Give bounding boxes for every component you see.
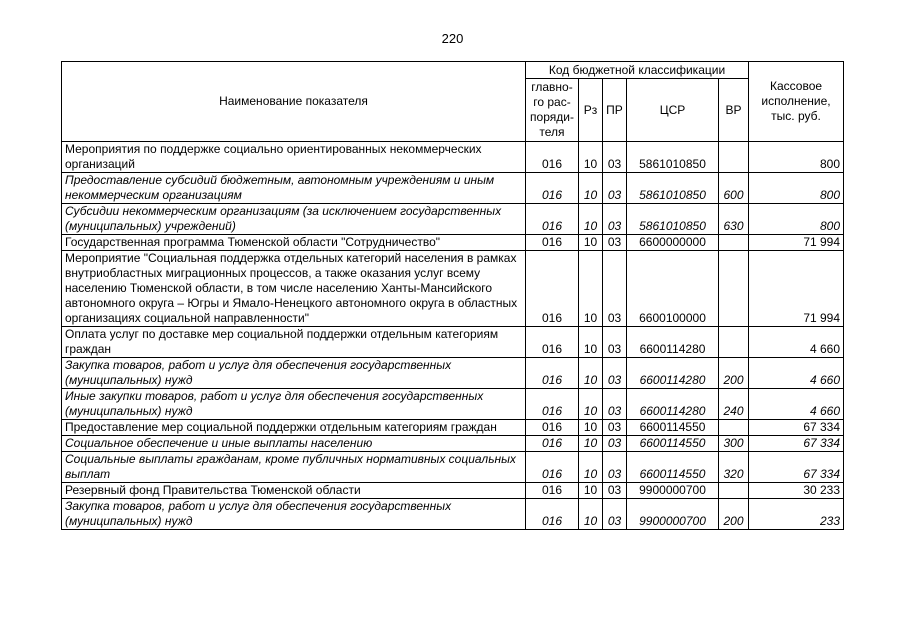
row-sum: 800 — [749, 142, 844, 173]
table-row — [62, 483, 844, 499]
header-vr: ВР — [719, 79, 749, 142]
row-main-manager: 016 — [526, 173, 579, 204]
header-csr: ЦСР — [627, 79, 719, 142]
row-name: Мероприятия по поддержке социально ориентированных некоммерческих организаций — [62, 142, 526, 173]
row-pr: 03 — [603, 436, 627, 452]
header-code-group: Код бюджетной классификации — [526, 62, 749, 79]
row-rz: 10 — [579, 327, 603, 358]
row-csr: 6600100000 — [627, 251, 719, 327]
row-sum: 4 660 — [749, 389, 844, 420]
row-pr: 03 — [603, 420, 627, 436]
row-sum: 67 334 — [749, 436, 844, 452]
row-main-manager: 016 — [526, 327, 579, 358]
row-vr — [719, 483, 749, 499]
row-csr: 6600114550 — [627, 436, 719, 452]
row-sum: 71 994 — [749, 235, 844, 251]
table-row — [62, 251, 844, 327]
row-main-manager: 016 — [526, 483, 579, 499]
table-body — [62, 142, 844, 530]
budget-table — [61, 61, 844, 530]
row-main-manager: 016 — [526, 204, 579, 235]
table-row — [62, 499, 844, 530]
row-main-manager: 016 — [526, 420, 579, 436]
row-name: Иные закупки товаров, работ и услуг для обеспечения государственных (муниципальных) нужд — [62, 389, 526, 420]
header-cash: Кассовое исполнение, тыс. руб. — [749, 62, 844, 142]
row-name: Оплата услуг по доставке мер социальной поддержки отдельным категориям граждан — [62, 327, 526, 358]
row-vr — [719, 420, 749, 436]
row-name: Государственная программа Тюменской области "Сотрудничество" — [62, 235, 526, 251]
table-header — [62, 62, 844, 142]
row-pr: 03 — [603, 173, 627, 204]
header-pr: ПР — [603, 79, 627, 142]
page-number: 220 — [441, 31, 464, 46]
row-main-manager: 016 — [526, 436, 579, 452]
row-rz: 10 — [579, 173, 603, 204]
row-sum: 71 994 — [749, 251, 844, 327]
row-rz: 10 — [579, 452, 603, 483]
header-rz: Рз — [579, 79, 603, 142]
row-pr: 03 — [603, 235, 627, 251]
table-row — [62, 358, 844, 389]
table-row — [62, 452, 844, 483]
row-rz: 10 — [579, 499, 603, 530]
row-rz: 10 — [579, 204, 603, 235]
row-name: Предоставление мер социальной поддержки отдельным категориям граждан — [62, 420, 526, 436]
row-vr: 200 — [719, 358, 749, 389]
row-vr — [719, 327, 749, 358]
row-sum: 67 334 — [749, 420, 844, 436]
row-sum: 30 233 — [749, 483, 844, 499]
row-csr: 5861010850 — [627, 173, 719, 204]
row-csr: 6600114280 — [627, 389, 719, 420]
row-pr: 03 — [603, 452, 627, 483]
row-sum: 67 334 — [749, 452, 844, 483]
row-main-manager: 016 — [526, 251, 579, 327]
row-rz: 10 — [579, 436, 603, 452]
row-vr: 300 — [719, 436, 749, 452]
row-rz: 10 — [579, 389, 603, 420]
row-pr: 03 — [603, 483, 627, 499]
row-sum: 800 — [749, 204, 844, 235]
row-pr: 03 — [603, 204, 627, 235]
row-csr: 6600114280 — [627, 358, 719, 389]
row-csr: 5861010850 — [627, 204, 719, 235]
row-vr — [719, 251, 749, 327]
row-main-manager: 016 — [526, 452, 579, 483]
row-csr: 9900000700 — [627, 499, 719, 530]
row-pr: 03 — [603, 142, 627, 173]
row-vr — [719, 142, 749, 173]
row-main-manager: 016 — [526, 235, 579, 251]
row-pr: 03 — [603, 389, 627, 420]
row-csr: 6600114550 — [627, 452, 719, 483]
row-name: Социальное обеспечение и иные выплаты населению — [62, 436, 526, 452]
table-row — [62, 235, 844, 251]
row-name: Закупка товаров, работ и услуг для обеспечения государственных (муниципальных) нужд — [62, 499, 526, 530]
row-csr: 9900000700 — [627, 483, 719, 499]
table-row — [62, 142, 844, 173]
row-vr — [719, 235, 749, 251]
row-vr: 320 — [719, 452, 749, 483]
row-csr: 6600000000 — [627, 235, 719, 251]
row-rz: 10 — [579, 420, 603, 436]
table-row — [62, 173, 844, 204]
row-pr: 03 — [603, 358, 627, 389]
row-name: Закупка товаров, работ и услуг для обеспечения государственных (муниципальных) нужд — [62, 358, 526, 389]
row-name: Резервный фонд Правительства Тюменской области — [62, 483, 526, 499]
table-row — [62, 389, 844, 420]
row-rz: 10 — [579, 142, 603, 173]
row-csr: 6600114280 — [627, 327, 719, 358]
row-rz: 10 — [579, 235, 603, 251]
row-sum: 4 660 — [749, 358, 844, 389]
table-row — [62, 204, 844, 235]
row-csr: 6600114550 — [627, 420, 719, 436]
row-name: Предоставление субсидий бюджетным, автономным учреждениям и иным некоммерческим организациям — [62, 173, 526, 204]
row-sum: 4 660 — [749, 327, 844, 358]
row-csr: 5861010850 — [627, 142, 719, 173]
table-row — [62, 327, 844, 358]
row-main-manager: 016 — [526, 142, 579, 173]
row-vr: 630 — [719, 204, 749, 235]
row-main-manager: 016 — [526, 389, 579, 420]
row-main-manager: 016 — [526, 358, 579, 389]
table-row — [62, 420, 844, 436]
table-row — [62, 436, 844, 452]
row-rz: 10 — [579, 251, 603, 327]
row-vr: 600 — [719, 173, 749, 204]
row-sum: 800 — [749, 173, 844, 204]
row-main-manager: 016 — [526, 499, 579, 530]
row-vr: 200 — [719, 499, 749, 530]
row-pr: 03 — [603, 251, 627, 327]
header-name: Наименование показателя — [62, 62, 526, 142]
row-vr: 240 — [719, 389, 749, 420]
row-rz: 10 — [579, 483, 603, 499]
header-main-manager: главно-го рас-поряди-теля — [526, 79, 579, 142]
row-name: Субсидии некоммерческим организациям (за исключением государственных (муниципальных) учреждений) — [62, 204, 526, 235]
row-name: Социальные выплаты гражданам, кроме публичных нормативных социальных выплат — [62, 452, 526, 483]
row-pr: 03 — [603, 499, 627, 530]
row-sum: 233 — [749, 499, 844, 530]
row-rz: 10 — [579, 358, 603, 389]
row-pr: 03 — [603, 327, 627, 358]
row-name: Мероприятие "Социальная поддержка отдельных категорий населения в рамках внутриобластных миграционных процессов, а также оказания услуг всему населению Тюменской области, в том числе населению Ханты-Мансийского автономного округа – Югры и Ямало-Ненецкого автономного округа в областных организациях социальной направленности" — [62, 251, 526, 327]
